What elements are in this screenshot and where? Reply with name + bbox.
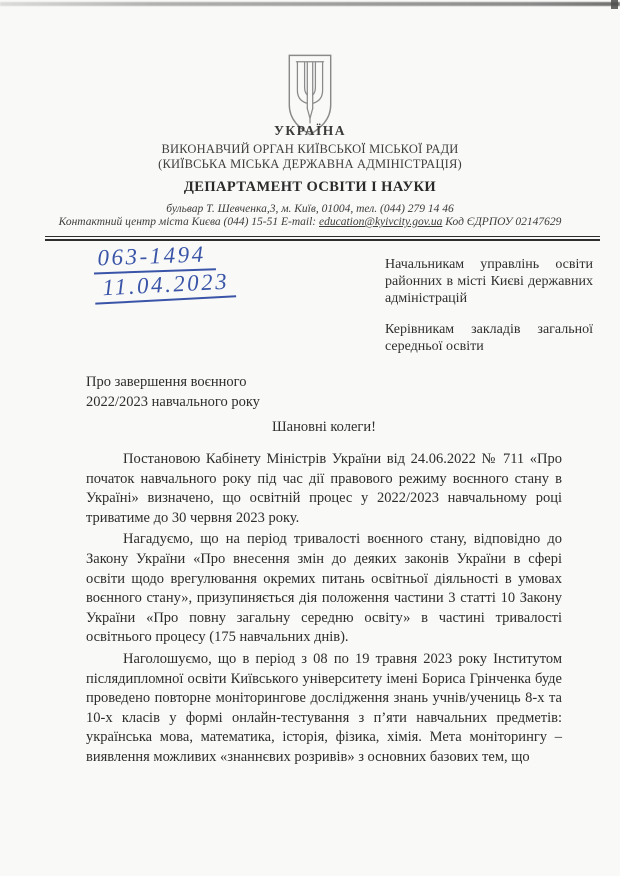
contact-info-line xyxy=(0,216,620,228)
addressee-school-heads: Керівникам закладів загальної середньої освіти xyxy=(385,321,593,354)
contact-phone-text: Контактний центр міста Києва (044) 15-51 E-mail: xyxy=(58,216,320,228)
letter-body xyxy=(86,450,562,770)
body-paragraph-1: Постановою Кабінету Міністрів України від 24.06.2022 № 711 «Про початок навчального року під час дії правового режиму воєнного стану в Україні» визначено, що освітній процес у 2022/2023 навчальному році триватиме до 30 червня 2023 року. xyxy=(86,451,562,526)
department-name: ДЕПАРТАМЕНТ ОСВІТИ І НАУКИ xyxy=(183,179,437,195)
subject-line-1: Про завершення воєнного xyxy=(86,374,247,390)
handwritten-registration-stamp xyxy=(93,241,236,304)
addressee-block xyxy=(385,256,593,368)
salutation: Шановні колеги! xyxy=(272,419,376,435)
subject-line-2: 2022/2023 навчального року xyxy=(86,394,260,410)
handwritten-outgoing-number: 063-1494 xyxy=(93,241,216,274)
handwritten-date: 11.04.2023 xyxy=(94,268,236,304)
addressee-district-administrations: Начальникам управлінь освіти районних в місті Києві державних адміністрацій xyxy=(385,257,593,307)
letter-subject xyxy=(86,372,386,412)
scan-artifact-corner-mark xyxy=(611,0,618,9)
org-name-line-1: ВИКОНАВЧИЙ ОРГАН КИЇВСЬКОЇ МІСЬКОЇ РАДИ xyxy=(161,142,459,156)
edrpou-code-text: Код ЄДРПОУ 02147629 xyxy=(442,216,562,228)
contact-address-line: бульвар Т. Шевченка,3, м. Київ, 01004, тел. (044) 279 14 46 xyxy=(166,203,454,215)
body-paragraph-3: Наголошуємо, що в період з 08 по 19 травня 2023 року Інститутом післядипломної освіти Київського університету імені Бориса Грінченка буде проведено повторне моніторингове дослідження знань учнів/учениць 8-х та 10-х класів у формі онлайн-тестування з п’яти навчальних предметів: українська мова, математика, історія, фізика, хімія. Мета моніторингу – виявлення можливих «знаннєвих розривів» з основних базових тем, що xyxy=(86,650,562,765)
scan-artifact-top-edge xyxy=(0,2,620,6)
country-name: УКРАЇНА xyxy=(274,123,346,138)
email-address: education@kyivcity.gov.ua xyxy=(319,216,443,228)
body-paragraph-2: Нагадуємо, що на період тривалості воєнного стану, відповідно до Закону України «Про внесення змін до деяких законів України в сфері освіти щодо врегулювання окремих питань освітньої діяльності в умовах воєнного стану», призупиняється дія положення частини 3 статті 10 Закону України «Про повну загальну середню освіту» в частині тривалості освітнього процесу (175 навчальних днів). xyxy=(86,531,562,646)
org-name-line-2: (КИЇВСЬКА МІСЬКА ДЕРЖАВНА АДМІНІСТРАЦІЯ) xyxy=(158,157,462,171)
letterhead-divider-rule xyxy=(45,236,600,241)
